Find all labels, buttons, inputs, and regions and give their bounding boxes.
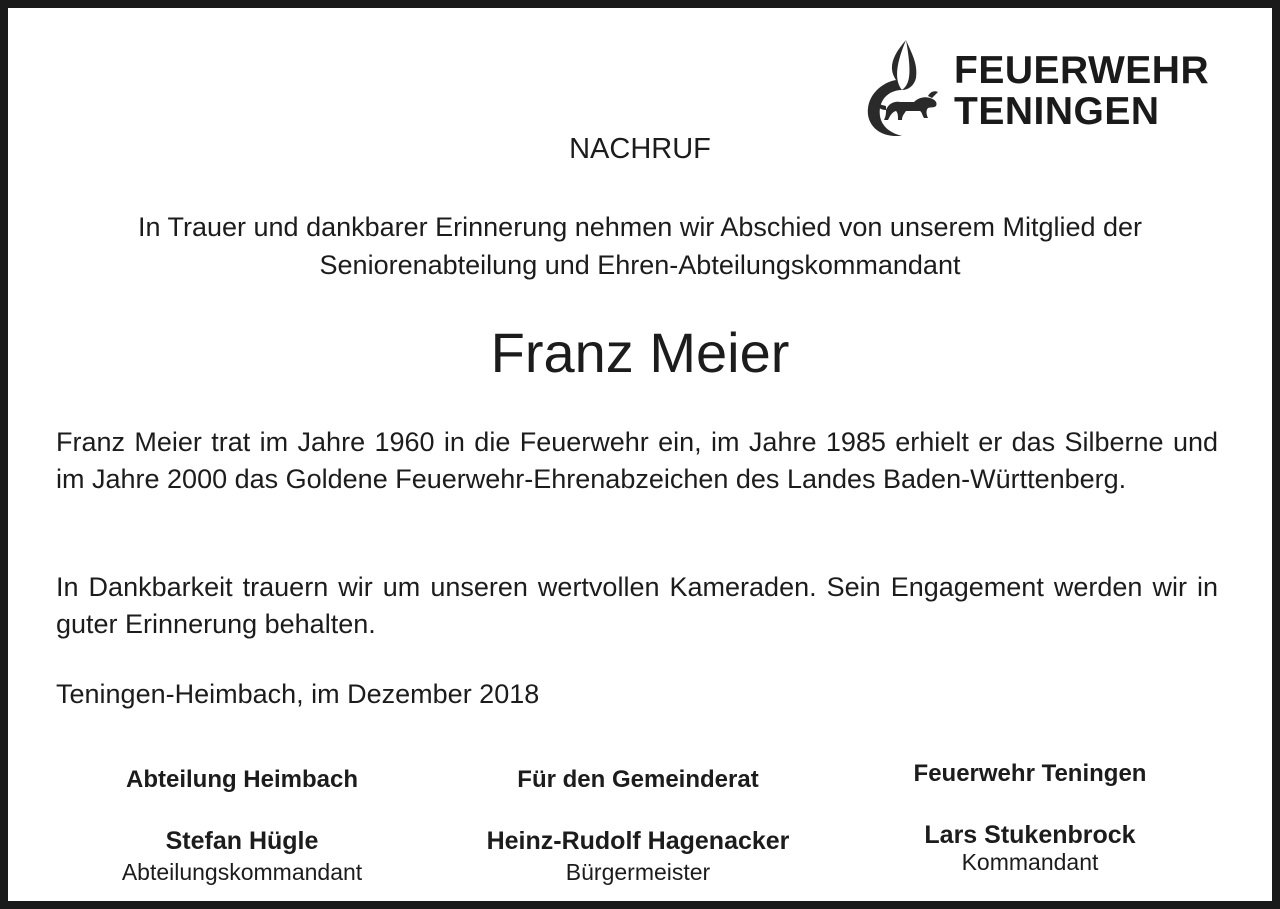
logo-wordmark xyxy=(954,50,1209,132)
place-date-line: Teningen-Heimbach, im Dezember 2018 xyxy=(56,679,540,709)
logo-line-2: TENINGEN xyxy=(954,90,1160,133)
signature-role: Kommandant xyxy=(961,849,1099,875)
notice-heading: NACHRUF xyxy=(569,133,711,165)
biography-paragraph: Franz Meier trat im Jahre 1960 in die Feuerwehr ein, im Jahre 1985 erhielt er das Silberne und im Jahre 2000 das Goldene Feuerwehr-Ehrenabzeichen des Landes Baden-Württenberg. xyxy=(56,427,1218,494)
signature-block xyxy=(820,760,1240,876)
signature-block xyxy=(32,766,452,886)
signature-name: Heinz-Rudolf Hagenacker xyxy=(486,827,790,855)
gratitude-paragraph: In Dankbarkeit trauern wir um unseren wertvollen Kameraden. Sein Engagement werden wir in guter Erinnerung behalten. xyxy=(56,572,1218,639)
signature-name: Stefan Hügle xyxy=(165,827,319,855)
fire-department-logo xyxy=(858,36,1248,146)
flame-lion-emblem-icon xyxy=(862,38,942,138)
signature-organization: Feuerwehr Teningen xyxy=(913,760,1147,787)
signature-organization: Für den Gemeinderat xyxy=(517,766,759,793)
signature-role: Bürgermeister xyxy=(565,859,711,885)
signature-block xyxy=(428,766,848,886)
intro-text: In Trauer und dankbarer Erinnerung nehmen wir Abschied von unserem Mitglied der Seniorenabteilung und Ehren-Abteilungskommandant xyxy=(137,212,1143,280)
signature-organization: Abteilung Heimbach xyxy=(125,766,359,793)
signature-name: Lars Stukenbrock xyxy=(924,821,1136,849)
deceased-name: Franz Meier xyxy=(490,321,790,384)
logo-line-1: FEUERWEHR xyxy=(954,49,1210,92)
signature-role: Abteilungskommandant xyxy=(121,859,363,885)
